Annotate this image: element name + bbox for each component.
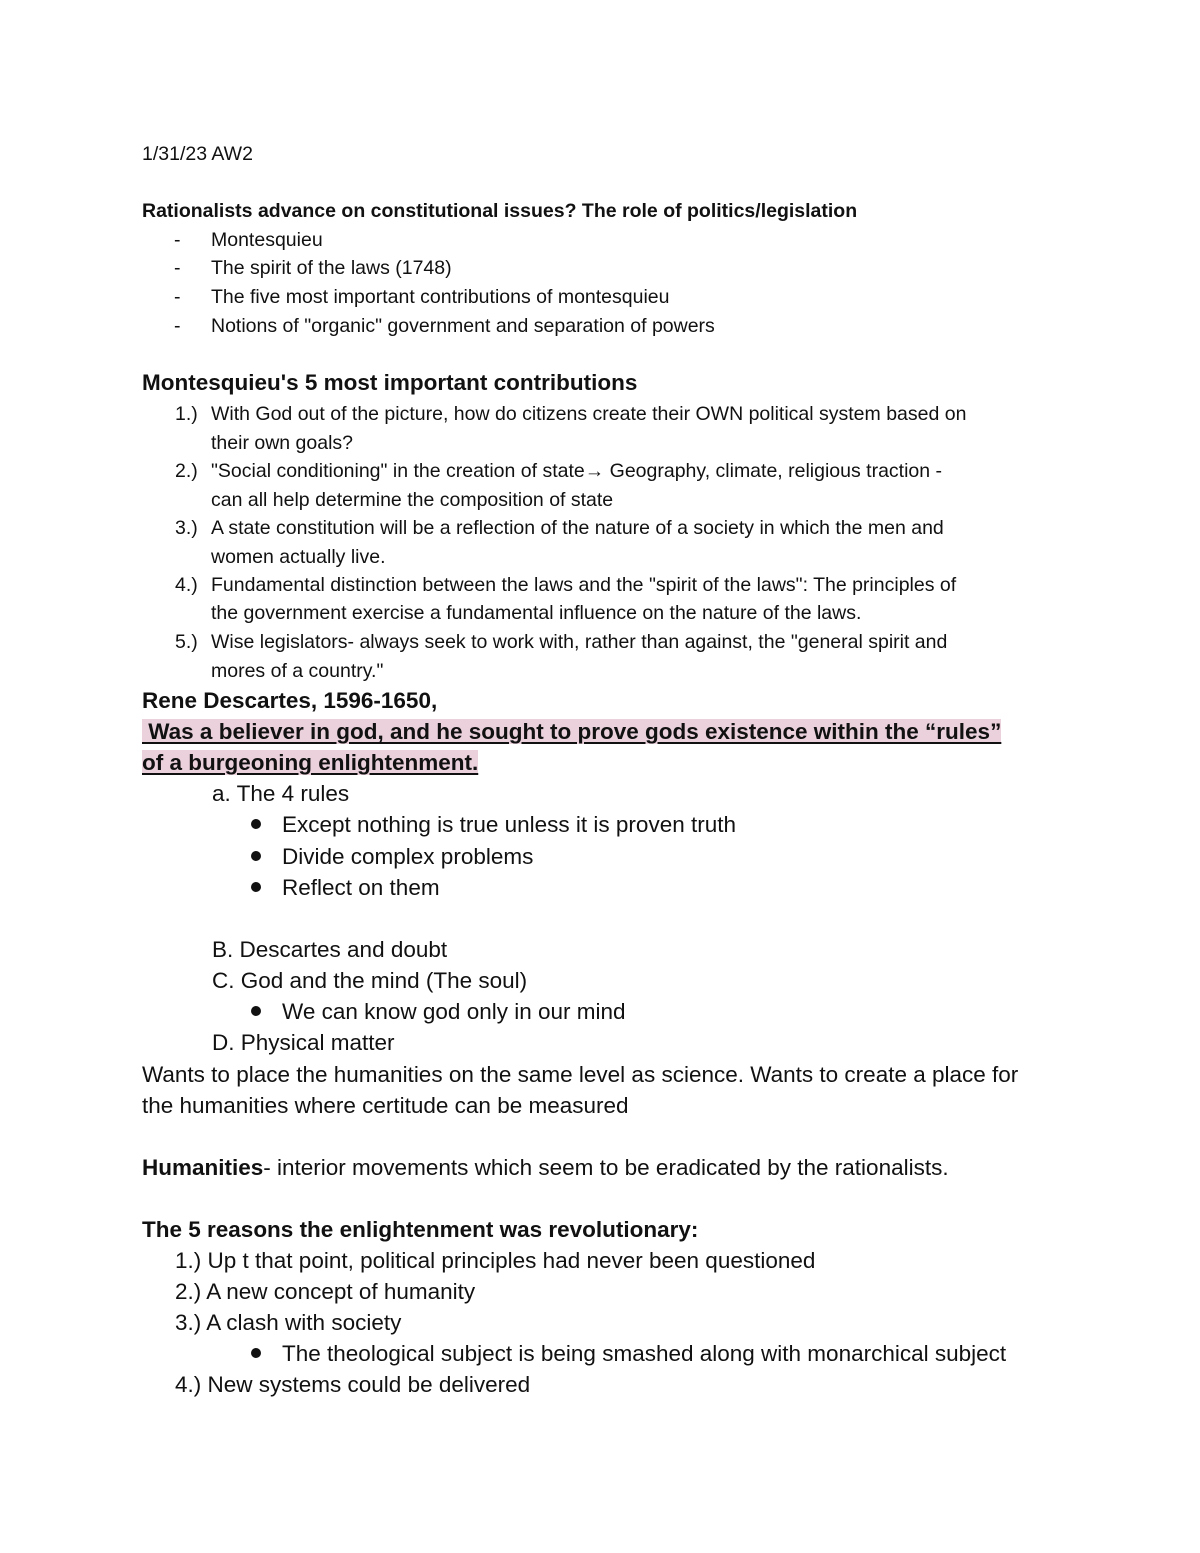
date-line: 1/31/23 AW2 <box>142 143 253 165</box>
term: Humanities <box>142 1155 264 1180</box>
list-item: 3.) A clash with society <box>175 1310 402 1335</box>
list-item: 4.) New systems could be delivered <box>175 1372 531 1397</box>
highlight-line-1: Was a believer in god, and he sought to prove gods existence within the “rules” <box>142 719 1002 744</box>
list-item: Except nothing is true unless it is proven truth <box>282 812 736 837</box>
list-item: The spirit of the laws (1748) <box>211 257 452 279</box>
list-item: Reflect on them <box>282 875 440 900</box>
definition: - interior movements which seem to be eradicated by the rationalists. <box>263 1155 949 1180</box>
list-item-line: Fundamental distinction between the laws and the "spirit of the laws": The principles of <box>211 574 957 596</box>
list-number: 1.) <box>175 403 198 425</box>
list-item-line: With God out of the picture, how do citizens create their OWN political system based on <box>211 403 967 425</box>
highlighted-text <box>142 719 1001 745</box>
bullet-dot-icon <box>251 882 261 892</box>
highlighted-text <box>142 750 478 776</box>
list-item-line: "Social conditioning" in the creation of state→ Geography, climate, religious traction - <box>211 460 943 482</box>
section-heading-revolutionary: The 5 reasons the enlightenment was revolutionary: <box>142 1217 699 1242</box>
dash-marker: - <box>174 229 181 251</box>
list-number: 2.) <box>175 460 198 482</box>
list-item: The theological subject is being smashed along with monarchical subject <box>282 1341 1007 1366</box>
highlight-line-2: of a burgeoning enlightenment. <box>142 750 479 775</box>
humanities-definition <box>142 1155 949 1181</box>
list-item-line: mores of a country." <box>211 660 384 682</box>
section-heading-montesquieu: Montesquieu's 5 most important contributions <box>142 370 638 395</box>
list-number: 3.) <box>175 517 198 539</box>
section-heading-descartes: Rene Descartes, 1596-1650, <box>142 688 438 713</box>
list-item-line: A state constitution will be a reflection of the nature of a society in which the men and <box>211 517 944 539</box>
rules-label: a. The 4 rules <box>212 781 350 806</box>
bullet-dot-icon <box>251 819 261 829</box>
dash-marker: - <box>174 257 181 279</box>
outline-label-d: D. Physical matter <box>212 1030 395 1055</box>
list-number: 5.) <box>175 631 198 653</box>
bullet-dot-icon <box>251 1348 261 1358</box>
list-item-line: the government exercise a fundamental influence on the nature of the laws. <box>211 602 862 624</box>
list-item: Notions of "organic" government and separation of powers <box>211 315 715 337</box>
list-item: Montesquieu <box>211 229 323 251</box>
list-item: We can know god only in our mind <box>282 999 626 1024</box>
list-item-line: women actually live. <box>211 546 386 568</box>
list-item: 1.) Up t that point, political principles had never been questioned <box>175 1248 816 1273</box>
list-item-line: Wise legislators- always seek to work with, rather than against, the "general spirit and <box>211 631 948 653</box>
section-heading-rationalists: Rationalists advance on constitutional issues? The role of politics/legislation <box>142 200 858 222</box>
list-number: 4.) <box>175 574 198 596</box>
list-item-line: can all help determine the composition of state <box>211 489 614 511</box>
list-item: The five most important contributions of montesquieu <box>211 286 670 308</box>
list-item: 2.) A new concept of humanity <box>175 1279 476 1304</box>
bullet-dot-icon <box>251 851 261 861</box>
list-item: Divide complex problems <box>282 844 534 869</box>
paragraph-line: Wants to place the humanities on the same level as science. Wants to create a place for <box>142 1062 1019 1087</box>
paragraph-line: the humanities where certitude can be measured <box>142 1093 629 1118</box>
outline-label-c: C. God and the mind (The soul) <box>212 968 528 993</box>
bullet-dot-icon <box>251 1006 261 1016</box>
list-item-line: their own goals? <box>211 432 354 454</box>
dash-marker: - <box>174 315 181 337</box>
outline-label-b: B. Descartes and doubt <box>212 937 448 962</box>
dash-marker: - <box>174 286 181 308</box>
